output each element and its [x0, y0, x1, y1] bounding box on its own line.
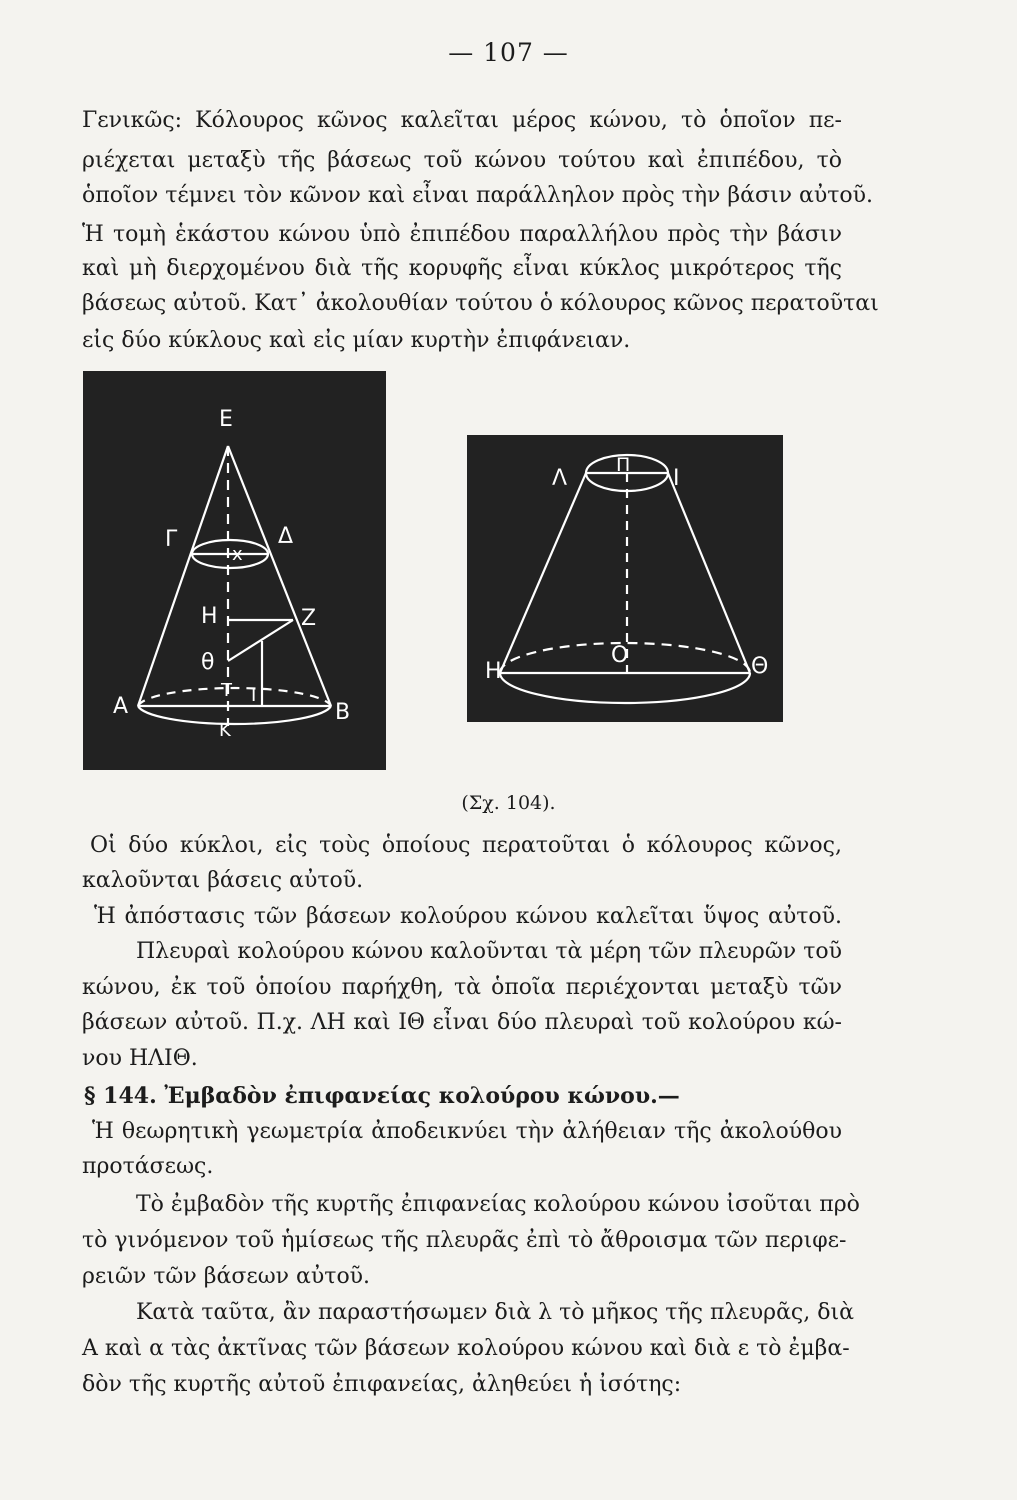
figure-caption: (Σχ. 104).	[461, 792, 556, 814]
label-O: O	[611, 643, 629, 668]
cone-left-side	[138, 446, 228, 706]
text-line: Οἱ δύο κύκλοι, εἰς τοὺς ὁποίους περατοῦται ὁ κόλουρος κῶνος,	[90, 833, 842, 858]
label-B: B	[335, 700, 351, 725]
frustum-diagram	[467, 435, 783, 722]
label-Eta: H	[485, 659, 502, 684]
text-line: βάσεων αὐτοῦ. Π.χ. ΛΗ καὶ ΙΘ εἶναι δύο πλευραὶ τοῦ κολούρου κώ-	[82, 1010, 842, 1035]
label-E: E	[219, 407, 233, 432]
text-line: κώνου, ἐκ τοῦ ὁποίου παρήχθη, τὰ ὁποῖα περιέχονται μεταξὺ τῶν	[82, 975, 842, 1000]
text-line: Α καὶ α τὰς ἀκτῖνας τῶν βάσεων κολούρου κώνου καὶ διὰ ε τὸ ἐμβα-	[82, 1336, 850, 1361]
label-A: A	[113, 694, 129, 719]
text-line: Γενικῶς: Κόλουρος κῶνος καλεῖται μέρος κώνου, τὸ ὁποῖον πε-	[82, 108, 842, 133]
text-line: ὁποῖον τέμνει τὸν κῶνον καὶ εἶναι παράλληλον πρὸς τὴν βάσιν αὐτοῦ.	[82, 183, 874, 208]
text-line: Ἡ ἀπόστασις τῶν βάσεων κολούρου κώνου καλεῖται ὕψος αὐτοῦ.	[94, 904, 842, 929]
label-Lambda: Λ	[552, 466, 568, 491]
text-line: Τὸ ἐμβαδὸν τῆς κυρτῆς ἐπιφανείας κολούρου κώνου ἰσοῦται πρὸ	[136, 1192, 860, 1217]
label-H: H	[201, 604, 218, 629]
text-line: τὸ γινόμενον τοῦ ἡμίσεως τῆς πλευρᾶς ἐπὶ τὸ ἄθροισμα τῶν περιφε-	[82, 1228, 847, 1253]
label-theta: θ	[201, 650, 215, 675]
text-line: βάσεως αὐτοῦ. Κατ᾽ ἀκολουθίαν τούτου ὁ κόλουρος κῶνος περατοῦται	[82, 291, 879, 316]
text-line: προτάσεως.	[82, 1154, 214, 1179]
base-front-arc	[138, 706, 331, 724]
text-line: εἰς δύο κύκλους καὶ εἰς μίαν κυρτὴν ἐπιφάνειαν.	[82, 328, 631, 353]
side-LH	[500, 473, 586, 673]
label-x: x	[232, 544, 243, 565]
text-line: δὸν τῆς κυρτῆς αὐτοῦ ἐπιφανείας, ἀληθεύει ἡ ἰσότης:	[82, 1372, 682, 1397]
text-line: ριέχεται μεταξὺ τῆς βάσεως τοῦ κώνου τούτου καὶ ἐπιπέδου, τὸ	[82, 148, 842, 173]
label-K: K	[219, 720, 231, 741]
page-number: — 107 —	[448, 38, 569, 67]
cone-diagram	[83, 371, 386, 770]
label-Theta: Θ	[751, 654, 769, 679]
label-D: Δ	[278, 524, 294, 549]
section-heading: § 144. Ἐμβαδὸν ἐπιφανείας κολούρου κώνου.—	[84, 1083, 680, 1109]
text-line: Ἡ θεωρητικὴ γεωμετρία ἀποδεικνύει τὴν ἀλήθειαν τῆς ἀκολούθου	[92, 1119, 842, 1144]
text-line: καὶ μὴ διερχομένου διὰ τῆς κορυφῆς εἶναι κύκλος μικρότερος τῆς	[82, 256, 842, 281]
text-line: ρειῶν τῶν βάσεων αὐτοῦ.	[82, 1264, 371, 1289]
side-ITheta	[668, 473, 750, 673]
segment-thetaZ	[228, 620, 293, 661]
bottom-front-arc	[500, 673, 750, 703]
figure-frustum	[467, 435, 783, 722]
cone-right-side	[228, 446, 331, 706]
label-G: Γ	[165, 527, 178, 552]
base-back-arc	[138, 688, 331, 706]
text-line: νου ΗΛΙΘ.	[82, 1046, 198, 1071]
label-I: I	[251, 685, 257, 706]
label-Pi: Π	[616, 454, 631, 476]
label-Iota: I	[673, 466, 680, 491]
text-line: Κατὰ ταῦτα, ἂν παραστήσωμεν διὰ λ τὸ μῆκος τῆς πλευρᾶς, διὰ	[136, 1300, 854, 1325]
label-T: T	[221, 680, 232, 701]
text-line: Ἡ τομὴ ἑκάστου κώνου ὑπὸ ἐπιπέδου παραλλήλου πρὸς τὴν βάσιν	[82, 222, 842, 247]
figure-cone	[83, 371, 386, 770]
text-line: καλοῦνται βάσεις αὐτοῦ.	[82, 868, 364, 893]
text-line: Πλευραὶ κολούρου κώνου καλοῦνται τὰ μέρη τῶν πλευρῶν τοῦ	[136, 939, 842, 964]
label-Z: Z	[301, 606, 317, 631]
